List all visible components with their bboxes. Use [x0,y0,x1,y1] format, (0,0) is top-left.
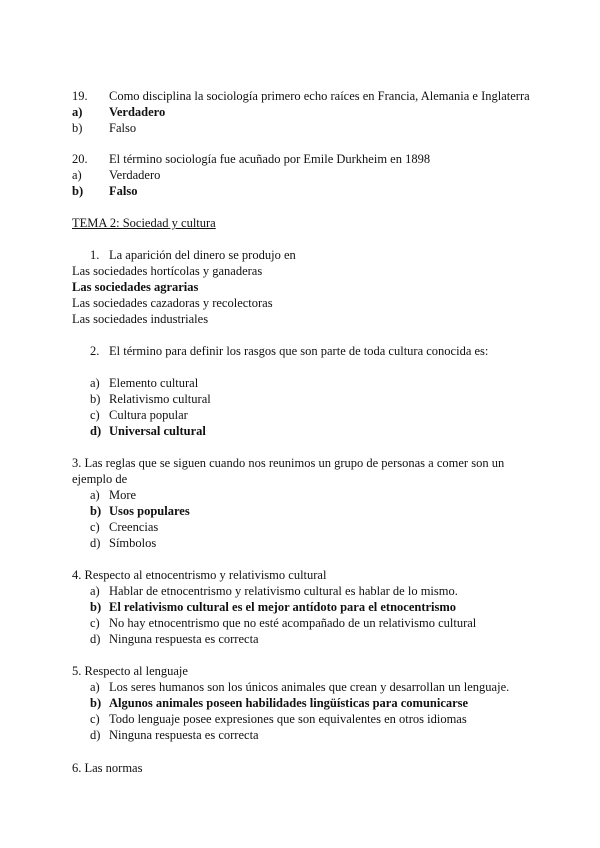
q20-number: 20. [72,152,88,166]
option-text: Los seres humanos son los únicos animales que crean y desarrollan un lenguaje. [109,680,510,694]
q5-option-b [90,695,468,711]
q1-option-2: Las sociedades agrarias [72,280,199,294]
q5-option-a [90,679,509,695]
q2-text: El término para definir los rasgos que son parte de toda cultura conocida es: [109,344,489,358]
option-label: a) [72,168,82,182]
q2-option-d [90,423,206,439]
q1-number: 1. [90,248,100,262]
option-text: More [109,488,137,502]
option-label: b) [90,696,102,710]
option-text: Falso [109,121,137,135]
option-text: Ninguna respuesta es correcta [109,728,259,742]
q5-option-d [90,727,259,743]
q5-question: 5. Respecto al lenguaje [72,664,188,678]
option-label: a) [72,105,83,119]
q2-number: 2. [90,344,100,358]
option-label: b) [90,504,102,518]
option-label: b) [90,392,101,406]
option-text: Elemento cultural [109,376,199,390]
option-text: Cultura popular [109,408,188,422]
option-label: d) [90,536,101,550]
option-text: Algunos animales poseen habilidades lingüísticas para comunicarse [109,696,469,710]
q5-option-c [90,711,467,727]
q19-option-a [72,104,165,120]
q6-question: 6. Las normas [72,761,143,775]
option-text: El relativismo cultural es el mejor antídoto para el etnocentrismo [109,600,457,614]
q3-option-d [90,535,156,551]
option-label: a) [90,584,100,598]
option-text: Hablar de etnocentrismo y relativismo cultural es hablar de lo mismo. [109,584,458,598]
option-label: d) [90,632,101,646]
q20-text: El término sociología fue acuñado por Emile Durkheim en 1898 [109,152,431,166]
option-label: d) [90,728,101,742]
option-label: a) [90,680,100,694]
q20-option-b [72,183,137,199]
option-label: c) [90,616,100,630]
q2-option-c [90,407,188,423]
q20-question [72,151,430,167]
q4-option-d [90,631,259,647]
q2-question [90,343,488,359]
option-text: Verdadero [109,105,166,119]
option-text: Símbolos [109,536,157,550]
option-text: Verdadero [109,168,161,182]
q20-option-a [72,167,160,183]
q3-option-a [90,487,136,503]
q1-text: La aparición del dinero se produjo en [109,248,296,262]
q3-option-b [90,503,190,519]
option-label: c) [90,408,100,422]
option-text: Creencias [109,520,159,534]
q4-question: 4. Respecto al etnocentrismo y relativismo cultural [72,568,327,582]
option-text: Universal cultural [109,424,206,438]
option-label: c) [90,712,100,726]
q19-number: 19. [72,89,88,103]
option-text: Todo lenguaje posee expresiones que son equivalentes en otros idiomas [109,712,467,726]
option-text: Falso [109,184,138,198]
option-label: b) [72,121,83,135]
option-text: Relativismo cultural [109,392,211,406]
option-text: Ninguna respuesta es correcta [109,632,259,646]
option-label: d) [90,424,102,438]
q3-option-c [90,519,158,535]
tema2-heading: TEMA 2: Sociedad y cultura [72,216,216,230]
q1-option-4: Las sociedades industriales [72,312,209,326]
option-label: b) [72,184,84,198]
q4-option-b [90,599,456,615]
option-label: a) [90,376,100,390]
option-label: a) [90,488,100,502]
q2-option-a [90,375,198,391]
option-text: No hay etnocentrismo que no esté acompañado de un relativismo cultural [109,616,477,630]
q19-option-b [72,120,136,136]
q1-option-1: Las sociedades hortícolas y ganaderas [72,264,263,278]
option-label: c) [90,520,100,534]
option-text: Usos populares [109,504,190,518]
q4-option-c [90,615,476,631]
q4-option-a [90,583,458,599]
q19-question [72,88,530,104]
q1-option-3: Las sociedades cazadoras y recolectoras [72,296,273,310]
q3-question-line1: 3. Las reglas que se siguen cuando nos reunimos un grupo de personas a comer son un [72,456,505,470]
q1-question [90,247,296,263]
q3-question-line2: ejemplo de [72,472,128,486]
q2-option-b [90,391,211,407]
option-label: b) [90,600,102,614]
q19-text: Como disciplina la sociología primero echo raíces en Francia, Alemania e Inglaterra [109,89,530,103]
